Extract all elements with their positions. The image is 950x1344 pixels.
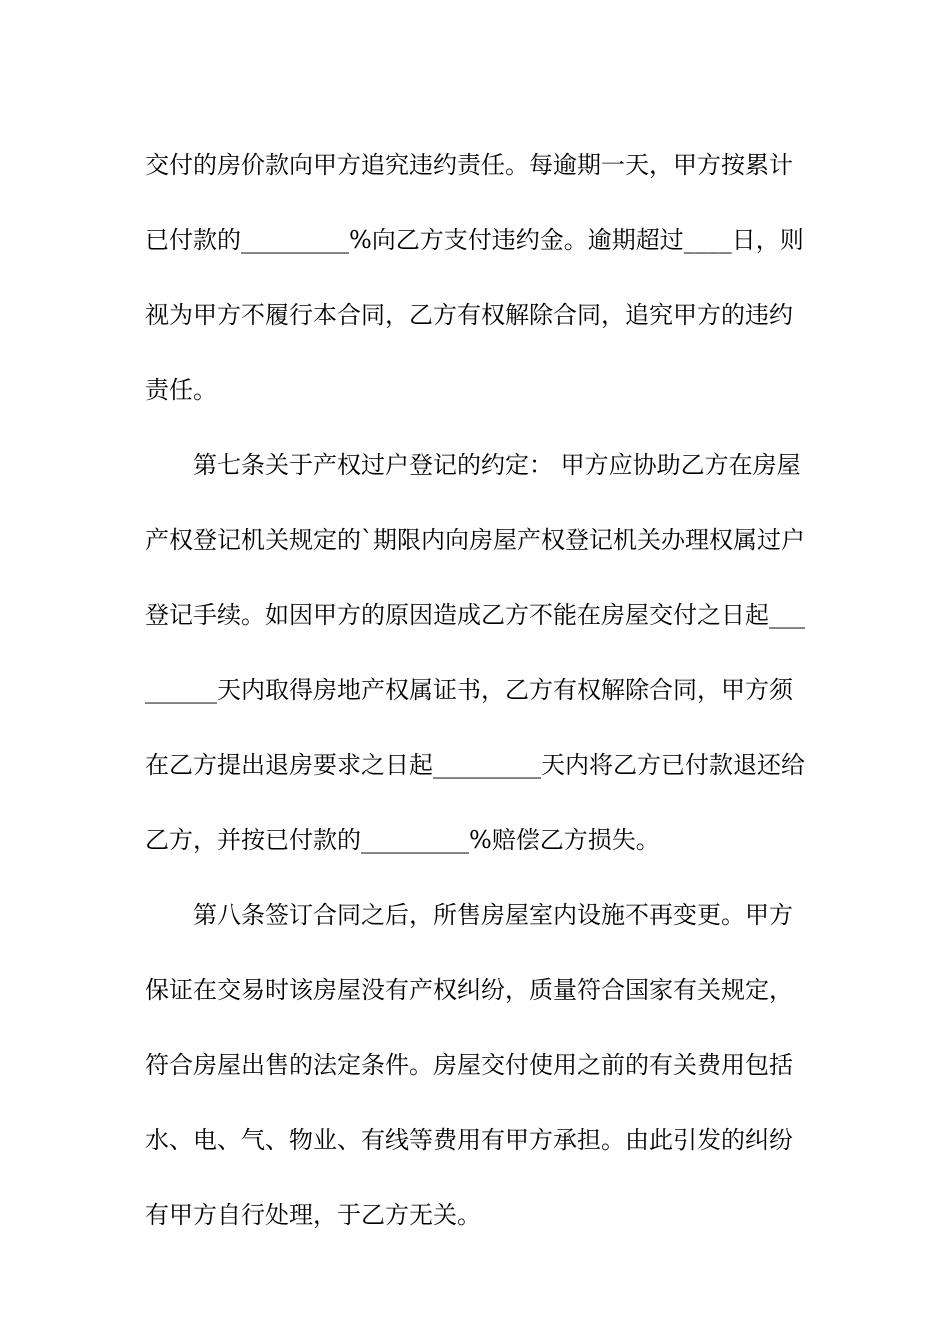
text-line: 乙方，并按已付款的_________%赔偿乙方损失。: [145, 826, 660, 854]
text-line: 符合房屋出售的法定条件。房屋交付使用之前的有关费用包括: [145, 1051, 793, 1079]
text-line: 责任。: [145, 376, 217, 404]
text-line: 产权登记机关规定的`期限内向房屋产权登记机关办理权属过户: [145, 526, 805, 554]
article-7-heading-line: 第七条关于产权过户登记的约定： 甲方应协助乙方在房屋: [193, 451, 801, 479]
text-line: 已付款的_________%向乙方支付违约金。逾期超过____日，则: [145, 226, 804, 254]
text-line: 在乙方提出退房要求之日起_________天内将乙方已付款退还给: [145, 751, 805, 779]
text-line: 有甲方自行处理，于乙方无关。: [145, 1201, 481, 1229]
text-line: 水、电、气、物业、有线等费用有甲方承担。由此引发的纠纷: [145, 1126, 793, 1154]
text-line: ______天内取得房地产权属证书，乙方有权解除合同，甲方须: [145, 676, 793, 704]
document-body: [145, 128, 815, 1253]
article-8-heading-line: 第八条签订合同之后，所售房屋室内设施不再变更。甲方: [193, 901, 793, 929]
text-line: 交付的房价款向甲方追究违约责任。每逾期一天，甲方按累计: [145, 151, 793, 179]
text-line: 视为甲方不履行本合同，乙方有权解除合同，追究甲方的违约: [145, 301, 793, 329]
text-line: 登记手续。如因甲方的原因造成乙方不能在房屋交付之日起___: [145, 601, 805, 629]
text-line: 保证在交易时该房屋没有产权纠纷，质量符合国家有关规定，: [145, 976, 793, 1004]
